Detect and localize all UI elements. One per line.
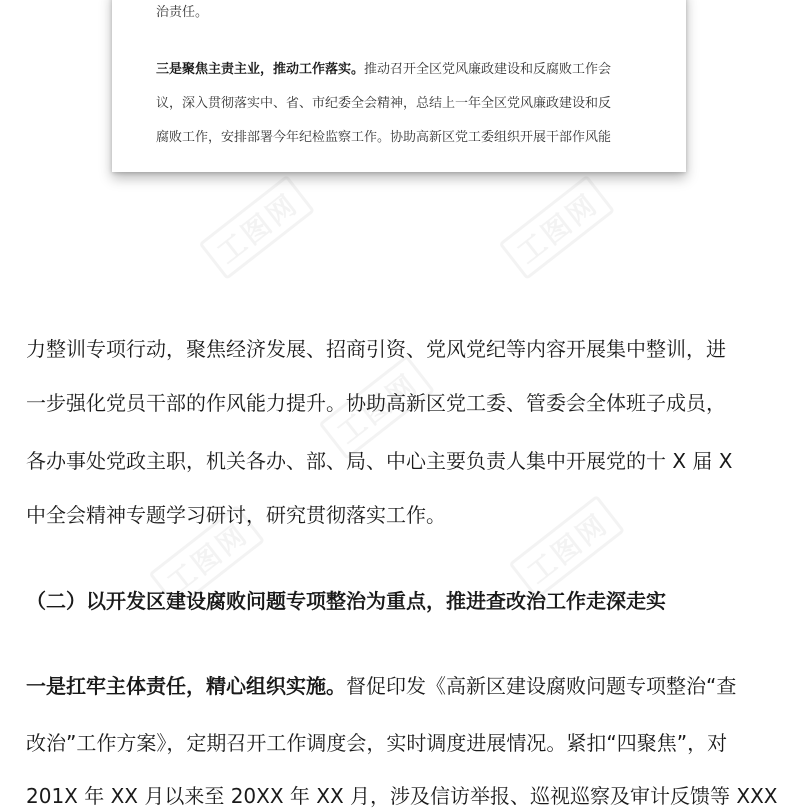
- watermark-logo: 工图网: [486, 477, 645, 613]
- watermark-logo: 工图网: [296, 337, 455, 473]
- card-line: 议，深入贯彻落实中、省、市纪委全会精神，总结上一年全区党风廉政建设和反: [156, 96, 612, 111]
- body-line: 改治”工作方案》，定期召开工作调度会，实时调度进展情况。紧扣“四聚焦”，对: [26, 731, 728, 755]
- body-line: 各办事处党政主职，机关各办、部、局、中心主要负责人集中开展党的十 X 届 X: [26, 449, 733, 473]
- watermark-logo: 工图网: [176, 157, 335, 293]
- card-line: 治责任。: [156, 5, 209, 20]
- body-line: [26, 672, 736, 700]
- body-line: 一步强化党员干部的作风能力提升。协助高新区党工委、管委会全体班子成员，: [26, 391, 726, 415]
- card-line: [156, 57, 656, 83]
- section-heading: （二）以开发区建设腐败问题专项整治为重点，推进查改治工作走深走实: [26, 589, 666, 613]
- card-para-lead: 三是聚焦主责主业，推动工作落实。: [156, 62, 365, 77]
- body-line: 201X 年 XX 月以来至 20XX 年 XX 月，涉及信访举报、巡视巡察及审计反馈等 XXX: [26, 784, 778, 808]
- watermark-logo: 工图网: [126, 487, 285, 623]
- card-line: 腐败工作，安排部署今年纪检监察工作。协助高新区党工委组织开展干部作风能: [156, 130, 612, 145]
- body-line: 中全会精神专题学习研讨，研究贯彻落实工作。: [26, 503, 446, 527]
- para-lead: 一是扛牢主体责任，精心组织实施。: [26, 674, 346, 698]
- card-para-text: 推动召开全区党风廉政建设和反腐败工作会: [364, 62, 612, 77]
- para-text: 督促印发《高新区建设腐败问题专项整治“查: [346, 674, 737, 698]
- watermark-logo: 工图网: [476, 157, 635, 293]
- body-line: 力整训专项行动，聚焦经济发展、招商引资、党风党纪等内容开展集中整训，进: [26, 337, 726, 361]
- document-preview-card: [112, 0, 686, 172]
